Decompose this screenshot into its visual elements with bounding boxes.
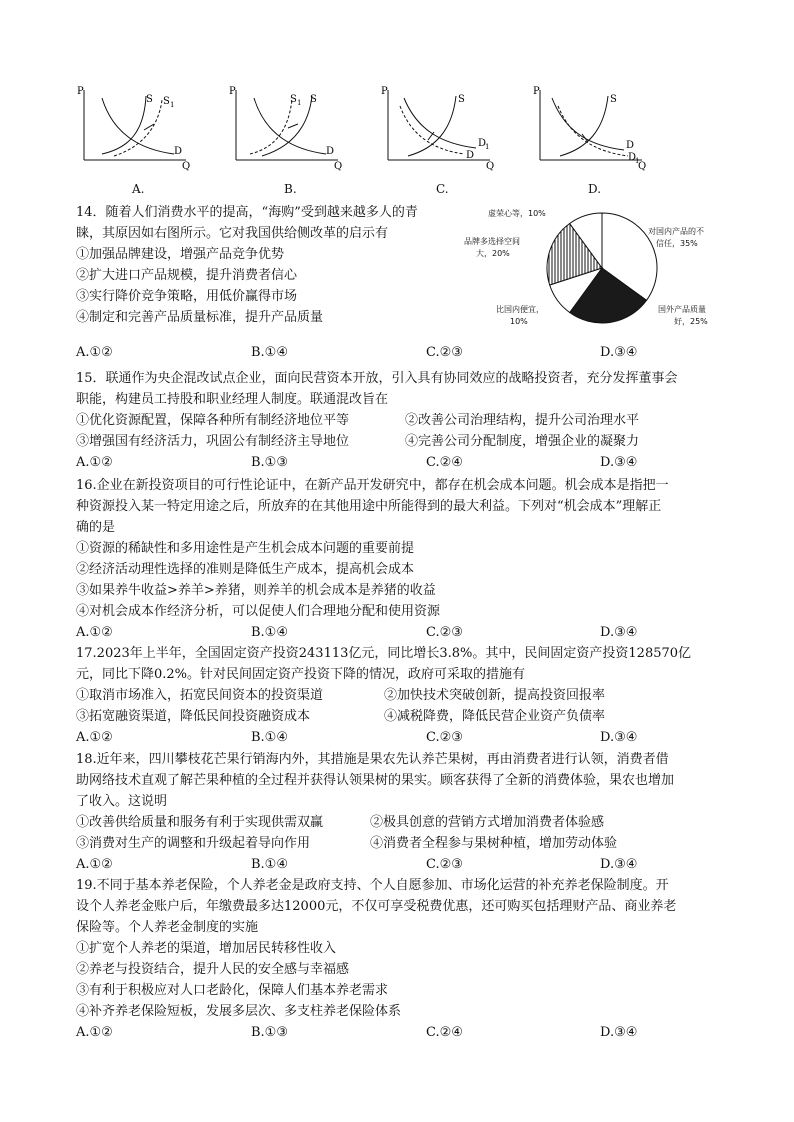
graph-b-s1-label: S	[290, 94, 297, 105]
question-18-item: ①改善供给质量和服务有利于实现供需双赢	[76, 815, 324, 830]
question-18-items-row	[76, 833, 766, 854]
graph-b-s1-sub: 1	[297, 99, 302, 107]
option-b[interactable]: B.①③	[251, 1025, 288, 1040]
option-a[interactable]: A.①②	[76, 345, 113, 360]
graph-b-d-label: D	[326, 146, 335, 157]
question-19	[76, 875, 766, 1043]
graph-a-s1-label: S	[163, 96, 170, 107]
question-18-line: 了收入。这说明	[76, 794, 168, 809]
graph-c-d1-label: D	[478, 138, 487, 149]
graph-d-s-label: S	[610, 94, 617, 105]
question-14-line: 14．随着人们消费水平的提高，“海购”受到越来越多人的青	[76, 205, 418, 220]
option-c[interactable]: C.②③	[426, 730, 463, 745]
graph-b	[226, 82, 356, 196]
graph-b-letter: B.	[284, 182, 297, 196]
question-17-items-row	[76, 706, 766, 727]
question-19-item: ①扩宽个人养老的渠道，增加居民转移性收入	[76, 941, 337, 956]
graph-b-plot	[226, 82, 356, 182]
pie-label-brand-2: 大，20%	[476, 249, 510, 258]
graph-a-letter: A.	[132, 182, 145, 196]
graph-a-plot	[74, 82, 204, 182]
question-15-item: ④完善公司分配制度，增强企业的凝聚力	[405, 434, 640, 449]
pie-label-quality-2: 好，25%	[674, 317, 708, 326]
option-a[interactable]: A.①②	[76, 455, 113, 470]
question-14-item: ②扩大进口产品规模，提升消费者信心	[76, 268, 298, 283]
graph-a	[74, 82, 204, 196]
option-c[interactable]: C.②③	[426, 857, 463, 872]
option-b[interactable]: B.①④	[251, 345, 288, 360]
question-19-line: 19.不同于基本养老保险，个人养老金是政府支持、个人自愿参加、市场化运营的补充养老保险制度。开	[76, 878, 669, 893]
question-17	[76, 643, 766, 748]
question-16-item: ③如果养牛收益>养羊>养猪，则养羊的机会成本是养猪的收益	[76, 583, 436, 598]
graph-c-d1-sub: 1	[485, 143, 490, 151]
question-15-item: ①优化资源配置，保障各种所有制经济地位平等	[76, 413, 350, 428]
option-c[interactable]: C.②③	[426, 625, 463, 640]
reason-pie-chart	[452, 200, 752, 330]
question-17-line: 元，同比下降0.2%。针对民间固定资产投资下降的情况，政府可采取的措施有	[76, 667, 526, 682]
option-b[interactable]: B.①④	[251, 857, 288, 872]
question-14-item: ④制定和完善产品质量标准，提升产品质量	[76, 310, 324, 325]
pie-label-cheap-2: 10%	[510, 317, 528, 326]
question-14-item: ③实行降价竞争策略，用低价赢得市场	[76, 289, 298, 304]
question-16-line: 种资源投入某一特定用途之后，所放弃的在其他用途中所能得到的最大利益。下列对“机会成本”理解正	[76, 499, 662, 514]
question-15-item: ③增强国有经济活力，巩固公有制经济主导地位	[76, 434, 350, 449]
question-15-line: 15．联通作为央企混改试点企业，面向民营资本开放，引入具有协同效应的战略投资者，充分发挥董事会	[76, 371, 678, 386]
question-18-line: 18.近年来，四川攀枝花芒果行销海内外，其措施是果农先认养芒果树，再由消费者进行认领，消费者借	[76, 752, 669, 767]
graph-a-q-label: Q	[182, 161, 191, 172]
pie-label-curious: 虚荣心等，10%	[488, 209, 546, 218]
question-18	[76, 749, 766, 875]
option-d[interactable]: D.③④	[600, 857, 638, 872]
graph-a-d-label: D	[174, 146, 183, 157]
question-18-items-row	[76, 812, 766, 833]
option-a[interactable]: A.①②	[76, 857, 113, 872]
question-15-item: ②改善公司治理结构，提升公司治理水平	[405, 413, 640, 428]
question-17-item: ①取消市场准入，拓宽民间资本的投资渠道	[76, 688, 324, 703]
question-15	[76, 368, 766, 473]
question-18-item: ④消费者全程参与果树种植，增加劳动体验	[370, 836, 618, 851]
question-18-options	[76, 854, 766, 875]
option-c[interactable]: C.②④	[426, 1025, 463, 1040]
question-16-line: 确的是	[76, 520, 116, 535]
graph-a-s-label: S	[146, 94, 153, 105]
graph-b-s-label: S	[310, 94, 317, 105]
question-16-item: ①资源的稀缺性和多用途性是产生机会成本问题的重要前提	[76, 541, 415, 556]
graph-c-q-label: Q	[486, 161, 495, 172]
option-d[interactable]: D.③④	[600, 455, 638, 470]
pie-label-cheap-1: 比国内便宜，	[496, 305, 544, 314]
graph-d-d1-sub: 1	[635, 157, 640, 165]
option-d[interactable]: D.③④	[600, 345, 638, 360]
option-d[interactable]: D.③④	[600, 730, 638, 745]
question-19-options	[76, 1022, 766, 1043]
graph-c-d-label: D	[466, 150, 475, 161]
question-15-line: 职能，构建员工持股和职业经理人制度。联通混改旨在	[76, 392, 389, 407]
graph-b-p-label: P	[229, 86, 236, 97]
graph-c	[378, 82, 508, 196]
question-16-line: 16.企业在新投资项目的可行性论证中，在新产品开发研究中，都存在机会成本问题。机会成本是指把一	[76, 478, 669, 493]
question-17-items-row	[76, 685, 766, 706]
question-19-item: ④补齐养老保险短板，发展多层次、多支柱养老保险体系	[76, 1004, 402, 1019]
pie-slices	[547, 213, 657, 323]
supply-demand-graphs	[60, 82, 740, 196]
question-16-options	[76, 622, 766, 643]
pie-label-distrust-2: 信任，35%	[656, 239, 698, 248]
question-16-item: ④对机会成本作经济分析，可以促使人们合理地分配和使用资源	[76, 604, 441, 619]
graph-d-q-label: Q	[638, 161, 647, 172]
graph-b-q-label: Q	[334, 161, 343, 172]
question-19-line: 设个人养老金账户后，年缴费最多达12000元，不仅可享受税费优惠，还可购买包括理财产品、商业养老	[76, 899, 677, 914]
option-b[interactable]: B.①④	[251, 730, 288, 745]
question-16-item: ②经济活动理性选择的准则是降低生产成本，提高机会成本	[76, 562, 415, 577]
question-14-line: 睐，其原因如右图所示。它对我国供给侧改革的启示有	[76, 226, 389, 241]
option-c[interactable]: C.②④	[426, 455, 463, 470]
question-15-items-row	[76, 410, 766, 431]
graph-c-plot	[378, 82, 508, 182]
graph-c-letter: C.	[436, 182, 449, 196]
option-a[interactable]: A.①②	[76, 625, 113, 640]
question-16	[76, 475, 766, 643]
question-18-item: ②极具创意的营销方式增加消费者体验感	[370, 815, 605, 830]
question-19-line: 保险等。个人养老金制度的实施	[76, 920, 259, 935]
graph-c-s-label: S	[458, 94, 465, 105]
option-c[interactable]: C.②③	[426, 345, 463, 360]
question-15-options	[76, 452, 766, 473]
graph-d-plot	[530, 82, 660, 182]
question-17-item: ②加快技术突破创新，提高投资回报率	[384, 688, 606, 703]
question-18-line: 助网络技术直观了解芒果种植的全过程并获得认领果树的果实。顾客获得了全新的消费体验，果农也增加	[76, 773, 675, 788]
option-d[interactable]: D.③④	[600, 1025, 638, 1040]
graph-d	[530, 82, 660, 196]
option-a[interactable]: A.①②	[76, 730, 113, 745]
question-17-line: 17.2023年上半年，全国固定资产投资243113亿元，同比增长3.8%。其中，民间固定资产投资128570亿	[76, 646, 692, 661]
graph-a-s1-sub: 1	[170, 101, 175, 109]
graph-d-d1-label: D	[628, 152, 637, 163]
option-a[interactable]: A.①②	[76, 1025, 113, 1040]
graph-d-d-label: D	[626, 140, 635, 151]
question-17-item: ③拓宽融资渠道，降低民间投资融资成本	[76, 709, 311, 724]
question-18-item: ③消费对生产的调整和升级起着导向作用	[76, 836, 311, 851]
question-19-item: ③有利于积极应对人口老龄化，保障人们基本养老需求	[76, 983, 389, 998]
graph-d-letter: D.	[588, 182, 602, 196]
graph-c-p-label: P	[381, 86, 388, 97]
question-14-item: ①加强品牌建设，增强产品竞争优势	[76, 247, 285, 262]
pie-label-quality-1: 国外产品质量	[658, 305, 706, 314]
graph-d-p-label: P	[533, 86, 540, 97]
question-19-item: ②养老与投资结合，提升人民的安全感与幸福感	[76, 962, 350, 977]
pie-label-distrust-1: 对国内产品的不	[648, 227, 704, 236]
graph-a-p-label: P	[77, 86, 84, 97]
question-17-item: ④减税降费，降低民营企业资产负债率	[384, 709, 606, 724]
question-17-options	[76, 727, 766, 748]
question-15-items-row	[76, 431, 766, 452]
pie-label-brand-1: 品牌多选择空间	[464, 237, 520, 246]
question-14-options	[76, 342, 766, 363]
option-b[interactable]: B.①③	[251, 455, 288, 470]
option-b[interactable]: B.①④	[251, 625, 288, 640]
option-d[interactable]: D.③④	[600, 625, 638, 640]
